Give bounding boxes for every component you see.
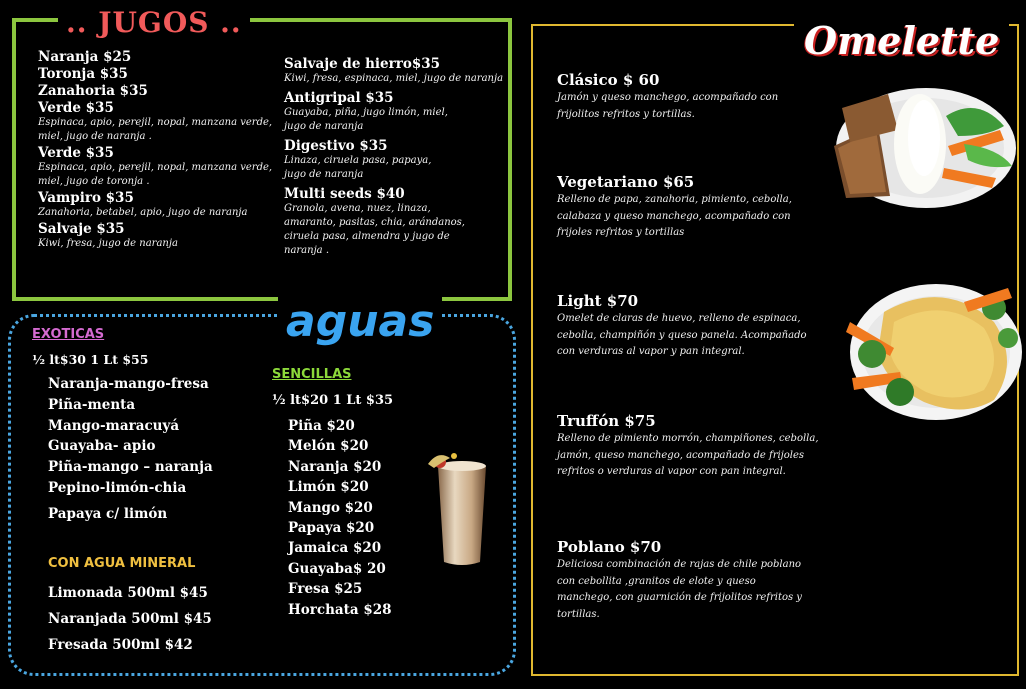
- list-item: Limonada 500ml $45: [48, 585, 208, 601]
- mineral-list: [48, 580, 212, 658]
- item-description: Omelet de claras de huevo, relleno de espinaca, cebolla, champiñón y queso panela. Acompañado con verduras al vapor y pan integral.: [557, 313, 807, 357]
- list-item: Papaya c/ limón: [48, 505, 168, 522]
- exoticas-price: ½ lt$30 1 Lt $55: [32, 352, 149, 367]
- item-name: Salvaje $35: [38, 221, 125, 237]
- item-name: Naranja $25: [38, 49, 132, 65]
- menu-item: [38, 190, 278, 220]
- list-item: Limón $20: [288, 479, 369, 496]
- item-description: Zanahoria, betabel, apio, jugo de naranja: [38, 207, 248, 218]
- menu-item: [38, 49, 278, 65]
- horchata-glass-image: [424, 448, 498, 568]
- aguas-title: aguas: [278, 294, 442, 352]
- item-description: Kiwi, fresa, espinaca, miel, jugo de naranja: [284, 73, 504, 84]
- menu-item: [557, 411, 847, 481]
- jugos-column-1: [38, 49, 278, 252]
- item-description: Relleno de papa, zanahoria, pimiento, cebolla, calabaza y queso manchego, acompañado con frijoles refritos y tortillas: [557, 194, 792, 238]
- menu-item: [557, 537, 847, 623]
- sencillas-heading: SENCILLAS: [272, 367, 352, 382]
- list-item: Naranja-mango-fresa: [48, 376, 209, 392]
- menu-item: [284, 138, 509, 182]
- item-description: Espinaca, apio, perejil, nopal, manzana verde, miel, jugo de naranja .: [38, 117, 273, 142]
- menu-item: [284, 186, 509, 258]
- item-description: Espinaca, apio, perejil, nopal, manzana verde, miel, jugo de toronja .: [38, 162, 273, 187]
- item-name: Vegetariano $65: [557, 173, 695, 191]
- jugos-column-2: [284, 56, 509, 259]
- menu-item: [38, 145, 278, 189]
- omelette-plate-image-1: [828, 86, 1018, 210]
- list-item: Fresa $25: [288, 581, 363, 598]
- list-item: Mango-maracuyá: [48, 417, 180, 434]
- list-item: Fresada 500ml $42: [48, 637, 193, 653]
- list-item: Naranjada 500ml $45: [48, 611, 212, 627]
- item-name: Light $70: [557, 292, 639, 310]
- item-name: Truffón $75: [557, 412, 656, 430]
- list-item: Mango $20: [288, 499, 373, 516]
- list-item: Jamaica $20: [288, 540, 382, 557]
- item-description: Granola, avena, nuez, linaza, amaranto, pasitas, chia, arándanos, ciruela pasa, almendra y jugo de naranja .: [284, 203, 465, 256]
- list-item: Naranja $20: [288, 458, 382, 475]
- item-description: Relleno de pimiento morrón, champiñones, cebolla, jamón, queso manchego, acompañado de frijoles refritos o verduras al vapor con pan integral.: [557, 433, 819, 477]
- sencillas-list: [288, 416, 392, 620]
- list-item: Guayaba- apio: [48, 438, 156, 455]
- list-item: Piña-menta: [48, 396, 136, 413]
- menu-item: [557, 70, 847, 123]
- item-name: Poblano $70: [557, 538, 662, 556]
- item-name: Antigripal $35: [284, 90, 394, 106]
- item-name: Zanahoria $35: [38, 83, 148, 99]
- item-name: Multi seeds $40: [284, 186, 405, 202]
- list-item: Piña-mango – naranja: [48, 459, 213, 476]
- item-description: Kiwi, fresa, jugo de naranja: [38, 238, 178, 249]
- sencillas-price: ½ lt$20 1 Lt $35: [272, 393, 394, 408]
- exoticas-heading: EXOTICAS: [32, 327, 105, 342]
- menu-item: [38, 221, 278, 251]
- list-item: Papaya $20: [288, 520, 375, 537]
- item-description: Linaza, ciruela pasa, papaya, jugo de naranja: [284, 155, 432, 180]
- list-item: Piña $20: [288, 418, 355, 434]
- item-description: Guayaba, piña, jugo limón, miel, jugo de naranja: [284, 107, 448, 132]
- item-name: Digestivo $35: [284, 138, 388, 154]
- item-name: Verde $35: [38, 145, 114, 161]
- item-name: Salvaje de hierro$35: [284, 56, 441, 72]
- list-item: Horchata $28: [288, 601, 392, 618]
- menu-item: [38, 83, 278, 99]
- menu-item: [38, 66, 278, 82]
- mineral-heading: CON AGUA MINERAL: [48, 556, 196, 571]
- jugos-title: .. JUGOS ..: [58, 6, 250, 40]
- menu-item: [284, 90, 509, 134]
- menu-item: [557, 172, 847, 242]
- omelette-plate-image-2: [844, 282, 1022, 422]
- item-description: Jamón y queso manchego, acompañado con frijolitos refritos y tortillas.: [557, 92, 779, 120]
- item-description: Deliciosa combinación de rajas de chile poblano con cebollita ,granitos de elote y queso manchego, con guarnición de frijolitos refritos y tortillas.: [557, 559, 802, 620]
- item-name: Vampiro $35: [38, 190, 134, 206]
- item-name: Toronja $35: [38, 66, 128, 82]
- list-item: Pepino-limón-chia: [48, 479, 187, 496]
- exoticas-list: [48, 374, 213, 525]
- menu-item: [557, 291, 847, 361]
- list-item: Guayaba$ 20: [288, 560, 386, 577]
- menu-item: [38, 100, 278, 144]
- item-name: Clásico $ 60: [557, 71, 660, 89]
- omelette-title: Omelette: [794, 12, 1009, 70]
- menu-item: [284, 56, 509, 86]
- list-item: Melón $20: [288, 438, 369, 455]
- item-name: Verde $35: [38, 100, 114, 116]
